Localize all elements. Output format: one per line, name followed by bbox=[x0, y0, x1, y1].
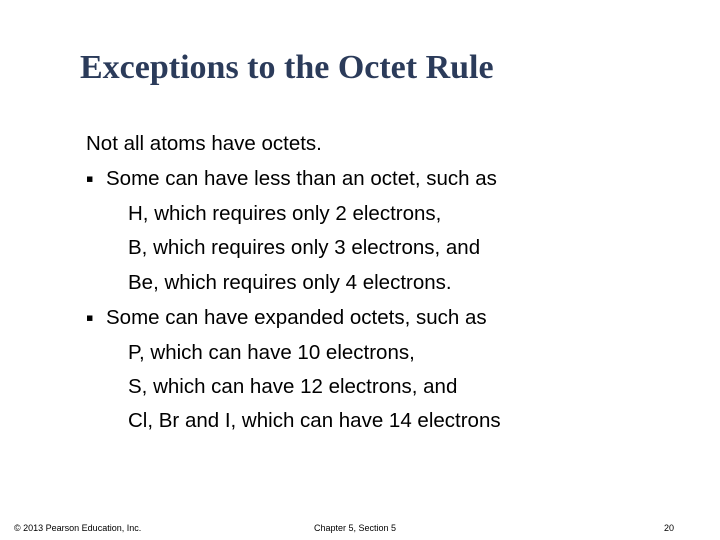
sub-item: S, which can have 12 electrons, and bbox=[128, 375, 458, 398]
sub-item: Be, which requires only 4 electrons. bbox=[128, 271, 452, 294]
sub-item: P, which can have 10 electrons, bbox=[128, 341, 415, 364]
sub-item: H, which requires only 2 electrons, bbox=[128, 202, 442, 225]
slide-title: Exceptions to the Octet Rule bbox=[80, 49, 494, 86]
bullet-text: Some can have expanded octets, such as bbox=[106, 306, 487, 329]
bullet-icon: ▪ bbox=[86, 311, 94, 324]
footer-page-number: 20 bbox=[664, 523, 675, 533]
bullet-icon: ▪ bbox=[86, 172, 94, 185]
sub-item: B, which requires only 3 electrons, and bbox=[128, 236, 481, 259]
footer-copyright: © 2013 Pearson Education, Inc. bbox=[14, 523, 142, 533]
sub-item: Cl, Br and I, which can have 14 electrons bbox=[128, 409, 501, 432]
bullet-text: Some can have less than an octet, such as bbox=[106, 167, 497, 190]
footer-chapter: Chapter 5, Section 5 bbox=[314, 523, 397, 533]
intro-text: Not all atoms have octets. bbox=[86, 132, 322, 155]
